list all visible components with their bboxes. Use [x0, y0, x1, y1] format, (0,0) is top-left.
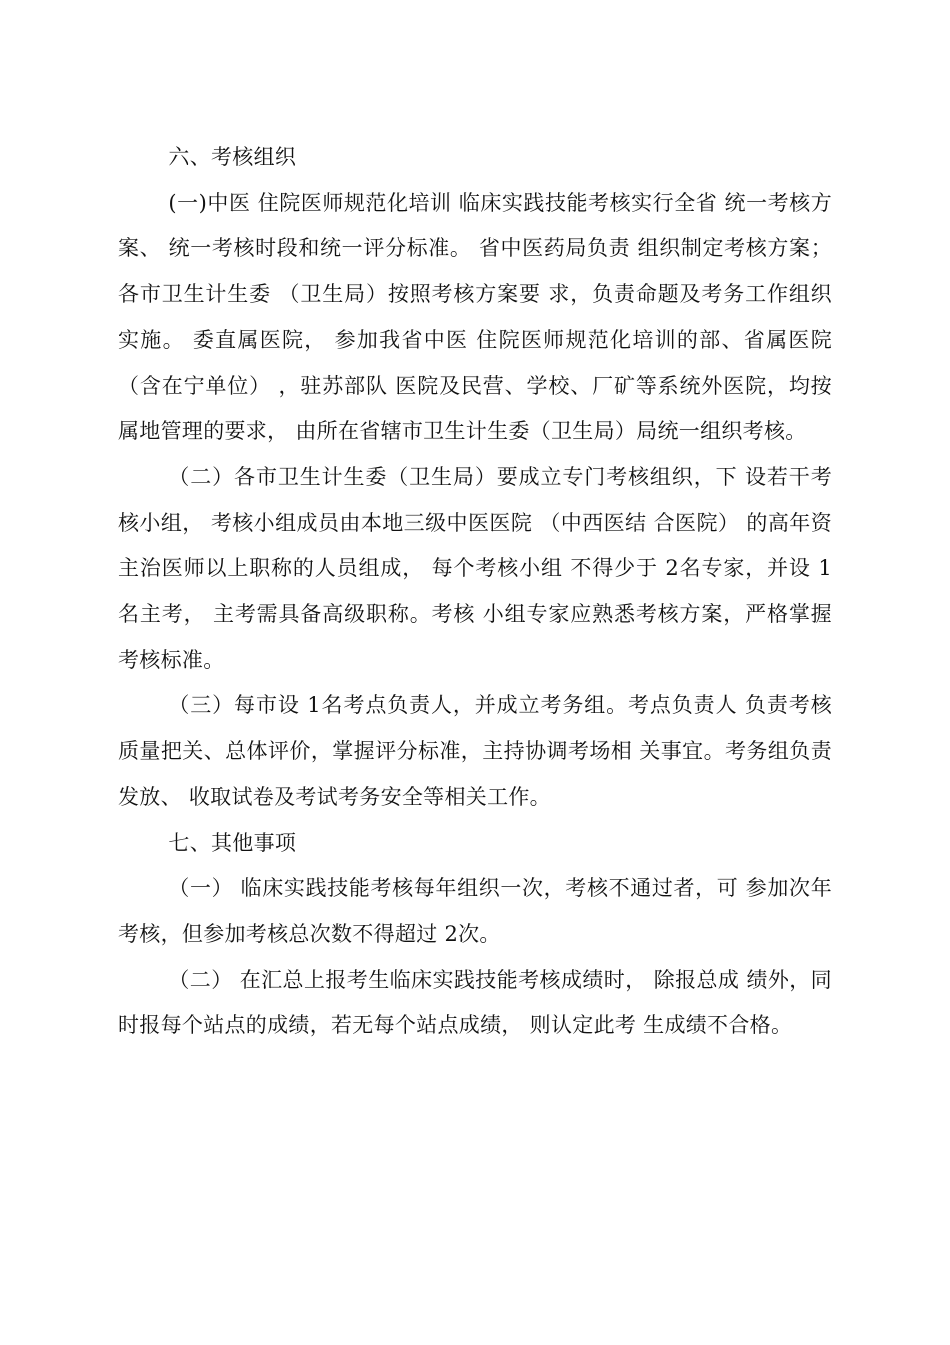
document-page [118, 135, 832, 1049]
section-assessment-organization [118, 135, 832, 821]
section-heading: 七、其他事项 [168, 830, 297, 855]
section-other-matters [118, 821, 832, 1050]
paragraph: （一） 临床实践技能考核每年组织一次，考核不通过者，可 参加次年考核，但参加考核总次数不得超过 2次。 [118, 876, 832, 946]
paragraph: （二） 在汇总上报考生临床实践技能考核成绩时， 除报总成 绩外，同时报每个站点的成绩，若无每个站点成绩， 则认定此考 生成绩不合格。 [118, 967, 832, 1038]
paragraph: （三）每市设 1名考点负责人，并成立考务组。考点负责人 负责考核质量把关、总体评价，掌握评分标准，主持协调考场相 关事宜。考务组负责发放、 收取试卷及考试考务安全等相关工作。 [118, 693, 832, 809]
paragraph: (一)中医 住院医师规范化培训 临床实践技能考核实行全省 统一考核方案、 统一考核时段和统一评分标准。 省中医药局负责 组织制定考核方案；各市卫生计生委 （卫生局）按照考核方案要 求，负责命题及考务工作组织实施。 委直属医院， 参加我省中医 住院医师规范化培训的部、省属医院（含在宁单位） ，驻苏部队 医院及民营、学校、厂矿等系统外医院，均按属地管理的要求， 由所在省辖市卫生计生委（卫生局）局统一组织考核。 [118, 190, 832, 444]
section-heading: 六、考核组织 [168, 145, 297, 169]
paragraph: （二）各市卫生计生委（卫生局）要成立专门考核组织，下 设若干考核小组， 考核小组成员由本地三级中医医院 （中西医结 合医院） 的高年资主治医师以上职称的人员组成， 每个考核小组 不得少于 2名专家，并设 1名主考， 主考需具备高级职称。考核 小组专家应熟悉考核方案，严格掌握考核标准。 [118, 464, 832, 672]
